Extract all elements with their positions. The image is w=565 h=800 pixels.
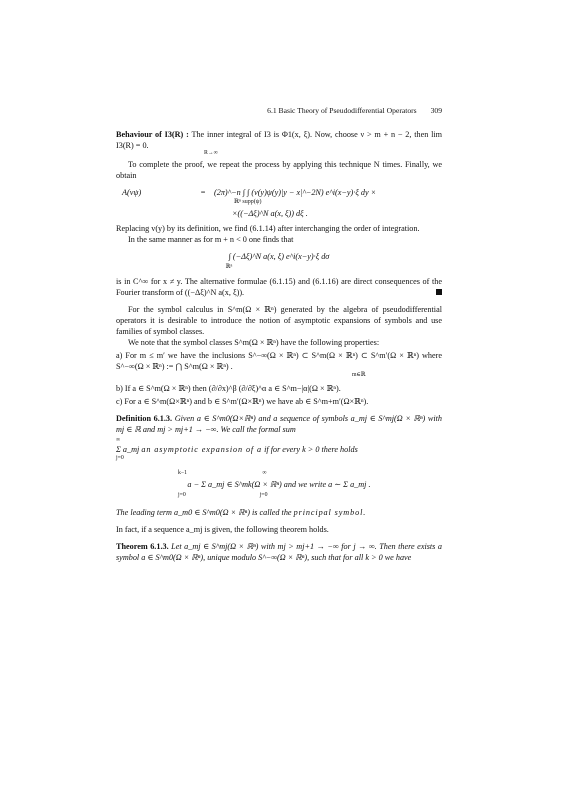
principal-symbol-term: principal symbol bbox=[293, 508, 364, 517]
property-c: c) For a ∈ S^m(Ω×ℝⁿ) and b ∈ S^m′(Ω×ℝⁿ) we have ab ∈ S^m+m′(Ω×ℝⁿ). bbox=[116, 397, 369, 406]
paragraph-in-fact: In fact, if a sequence a_mj is given, the following theorem holds. bbox=[116, 525, 329, 534]
definition-sum-upper: ∞ bbox=[116, 437, 121, 443]
property-a-subscript: m∈ℝ bbox=[352, 372, 366, 378]
theorem-label: Theorem 6.1.3. bbox=[116, 542, 169, 551]
running-head bbox=[116, 106, 442, 115]
paragraph-complete-proof: To complete the proof, we repeat the process by applying this technique N times. Finally, we obtain bbox=[116, 160, 442, 180]
definition-sum-condition: if for every k > 0 there holds bbox=[262, 445, 358, 454]
paragraph-same-manner: In the same manner as for m + n < 0 one finds that bbox=[128, 235, 294, 244]
paragraph-fourier bbox=[116, 276, 442, 298]
equation-1-lhs: A(vψ) bbox=[122, 188, 142, 197]
definition-sum-lower: j=0 bbox=[116, 455, 124, 461]
property-a: a) For m ≤ m′ we have the inclusions S^−∞(Ω × ℝⁿ) ⊂ S^m(Ω × ℝⁿ) ⊂ S^m′(Ω × ℝⁿ) where S^−∞(Ω × ℝⁿ) := ⋂ S^m(Ω × ℝⁿ) . bbox=[116, 351, 442, 371]
property-b: b) If a ∈ S^m(Ω × ℝⁿ) then (∂/∂x)^β (∂/∂ξ)^α a ∈ S^m−|α|(Ω × ℝⁿ). bbox=[116, 384, 341, 393]
page-body bbox=[116, 129, 442, 563]
definition-6-1-3 bbox=[116, 413, 442, 435]
equation-1-continuation: ×((−Δξ)^N a(x, ξ)) dξ . bbox=[232, 209, 308, 218]
page-number: 309 bbox=[430, 106, 442, 115]
definition-label: Definition 6.1.3. bbox=[116, 414, 173, 423]
qed-square-icon bbox=[436, 289, 442, 295]
paragraph-replacing: Replacing v(y) by its definition, we find (6.1.14) after interchanging the order of integration. bbox=[116, 224, 420, 233]
paragraph-properties: We note that the symbol classes S^m(Ω × ℝⁿ) have the following properties: bbox=[128, 338, 380, 347]
paragraph-symbol-calculus: For the symbol calculus in S^m(Ω × ℝⁿ) generated by the algebra of pseudodifferential operators it is desirable to introduce the notion of asymptotic expansions of symbols and use families of symbol classes. bbox=[116, 305, 442, 336]
asymptotic-expansion-term: an asymptotic expansion of a bbox=[141, 445, 263, 454]
fourier-text: is in C^∞ for x ≠ y. The alternative formulae (6.1.15) and (6.1.16) are direct consequences of the Fourier transform of ((−Δξ)^N a(x, ξ)). bbox=[116, 277, 442, 297]
asymptotic-display: a − Σ a_mj ∈ S^mk(Ω × ℝⁿ) and we write a ∼ Σ a_mj . bbox=[187, 480, 371, 489]
display-sum-upper-limits: k−1 ∞ bbox=[178, 470, 267, 476]
section-title: 6.1 Basic Theory of Pseudodifferential Operators bbox=[267, 106, 417, 115]
equation-1 bbox=[116, 187, 442, 198]
equation-2-integral-domain: ℝⁿ bbox=[225, 264, 233, 270]
equation-1-equals: = bbox=[200, 188, 206, 197]
definition-sum: Σ a_mj bbox=[116, 445, 142, 454]
equation-2: ∫ (−Δξ)^N a(x, ξ) e^i(x−y)·ξ dσ bbox=[228, 252, 330, 261]
behaviour-text: The inner integral of I3 is Φ1(x, ξ). Now, choose ν > m + n − 2, then lim I3(R) = 0. bbox=[116, 130, 442, 150]
principal-symbol-pre: The leading term a_m0 ∈ S^m0(Ω × ℝⁿ) is called the bbox=[116, 508, 294, 517]
equation-1-integral-limits: ℝⁿ supp(ψ) bbox=[234, 199, 262, 205]
equation-1-rhs: (2π)^−n ∫ ∫ (v(y)ψ(y)|y − x|^−2N) e^i(x−y)·ξ dy × bbox=[214, 188, 377, 197]
display-sum-lower-limits: j=0 j=0 bbox=[178, 492, 268, 498]
principal-symbol-post: . bbox=[363, 508, 366, 517]
theorem-6-1-3 bbox=[116, 541, 442, 563]
theorem-text: Let a_mj ∈ S^mj(Ω × ℝⁿ) with mj > mj+1 → −∞ for j → ∞. Then there exists a symbol a ∈ S^m0(Ω × ℝⁿ), unique modulo S^−∞(Ω × ℝⁿ), such that for all k > 0 we have bbox=[116, 542, 442, 562]
limit-subscript: R→∞ bbox=[204, 150, 218, 156]
behaviour-heading: Behaviour of I3(R) : bbox=[116, 130, 189, 139]
principal-symbol-sentence bbox=[116, 507, 442, 518]
definition-text: Given a ∈ S^m0(Ω×ℝⁿ) and a sequence of symbols a_mj ∈ S^mj(Ω × ℝⁿ) with mj ∈ ℝ and mj > mj+1 → −∞. We call the formal sum bbox=[116, 414, 442, 434]
